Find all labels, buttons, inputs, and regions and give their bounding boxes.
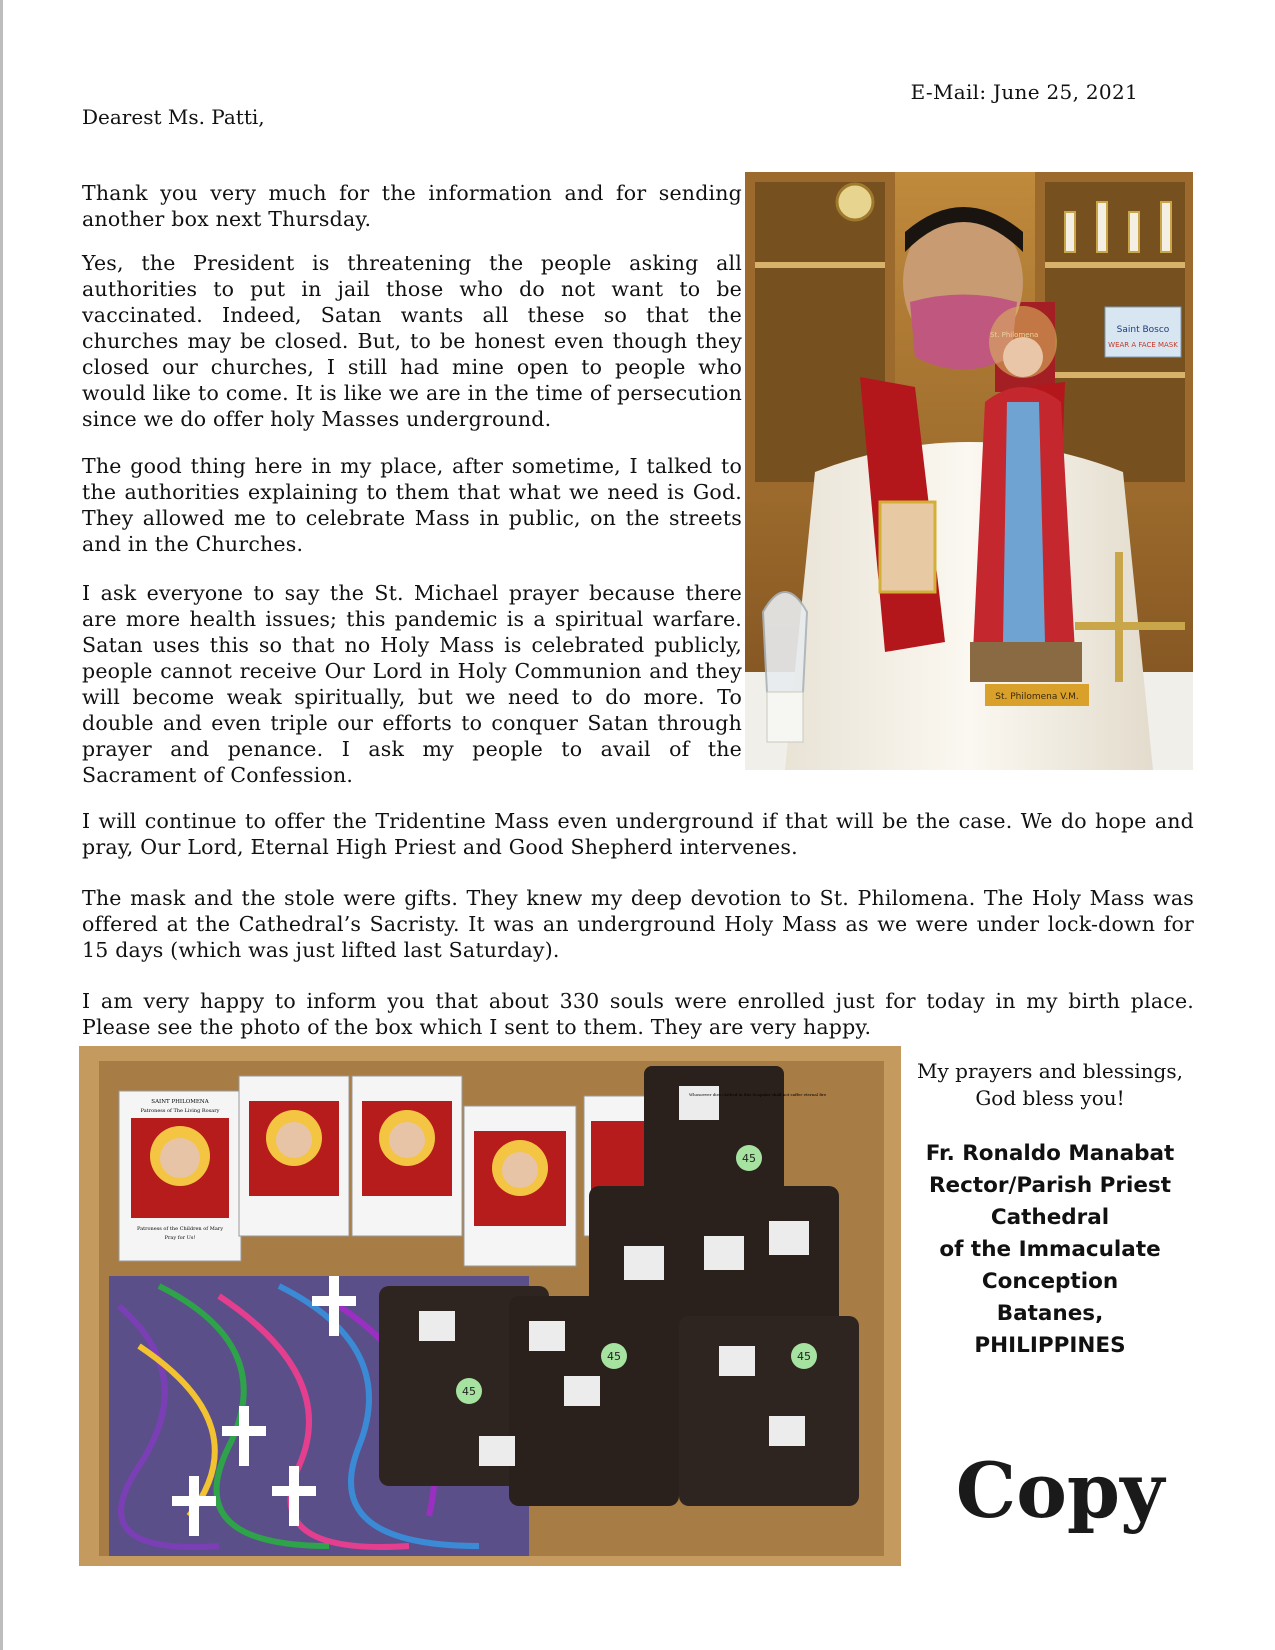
card-title: SAINT PHILOMENA [151, 1099, 209, 1105]
bag-label: 45 [797, 1350, 811, 1363]
signature-title: Rector/Parish Priest [928, 1173, 1172, 1198]
bag-label: 45 [742, 1152, 756, 1165]
card-footer1: Patroness of the Children of Mary [136, 1226, 224, 1232]
paragraph-gifts: The mask and the stole were gifts. They knew my deep devotion to St. Philomena. The Holy Mass was offered at the Cathedral’s Sacristy. It was an underground Holy Mass as we were under lock-down for 15 days (which was just lifted last Saturday). [82, 886, 1194, 962]
signature-line: Batanes, [996, 1301, 1104, 1326]
signature-name: Fr. Ronaldo Manabat [925, 1141, 1175, 1166]
closing [905, 1058, 1195, 1112]
scapular-tag: Whosoever dies clothed in this Scapular shall not suffer eternal fire [689, 1092, 827, 1097]
plaque-text: St. Philomena V.M. [995, 692, 1079, 702]
poster-line2: WEAR A FACE MASK [1108, 341, 1178, 349]
signature-line: of the Immaculate [939, 1237, 1161, 1262]
closing-line: My prayers and blessings, [917, 1059, 1183, 1083]
copy-stamp-text: Copy [955, 1446, 1165, 1535]
closing-line: God bless you! [975, 1086, 1125, 1110]
paragraph-enrolled: I am very happy to inform you that about 330 souls were enrolled just for today in my birth place. Please see the photo of the box which I sent to them. They are very happy. [82, 989, 1194, 1039]
salutation: Dearest Ms. Patti, [82, 105, 265, 129]
bag-label: 45 [607, 1350, 621, 1363]
poster-line1: Saint Bosco [1116, 325, 1170, 335]
bag-label: 45 [462, 1385, 476, 1398]
box-photo [79, 1046, 901, 1566]
signature-line: Cathedral [990, 1205, 1110, 1230]
paragraph-prayer: I ask everyone to say the St. Michael prayer because there are more health issues; this pandemic is a spiritual warfare. Satan uses this so that no Holy Mass is celebrated publicly, people cannot receive Our Lord in Holy Communion and they will become weak spiritually, but we need to do more. To double and even triple our efforts to conquer Satan through prayer and penance. I ask my people to avail of the Sacrament of Confession. [82, 581, 742, 787]
card-footer2: Pray for Us! [164, 1235, 196, 1241]
card-subtitle: Patroness of The Living Rosary [140, 1108, 220, 1114]
box-photo-illustration [79, 1046, 901, 1566]
paragraph-authorities: The good thing here in my place, after sometime, I talked to the authorities explaining to them that what we need is God. They allowed me to celebrate Mass in public, on the streets and in the Churches. [82, 454, 742, 556]
paragraph-thanks: Thank you very much for the information and for sending another box next Thursday. [82, 181, 742, 231]
page-edge [0, 0, 3, 1650]
letter-date: E-Mail: June 25, 2021 [910, 80, 1138, 104]
priest-photo-illustration [745, 172, 1193, 770]
signature-line: Conception [981, 1269, 1119, 1294]
paragraph-president: Yes, the President is threatening the people asking all authorities to put in jail those who do not want to be vaccinated. Indeed, Satan wants all these so that the churches may be closed. But, to be honest even though they closed our churches, I still had mine open to people who would like to come. It is like we are in the time of persecution since we do offer holy Masses underground. [82, 251, 742, 431]
paragraph-tridentine: I will continue to offer the Tridentine Mass even underground if that will be the case. We do hope and pray, Our Lord, Eternal High Priest and Good Shepherd intervenes. [82, 809, 1194, 859]
signature-country: PHILIPPINES [974, 1333, 1126, 1358]
priest-photo [745, 172, 1193, 770]
signature-block [905, 1138, 1195, 1362]
copy-stamp [945, 1435, 1175, 1545]
